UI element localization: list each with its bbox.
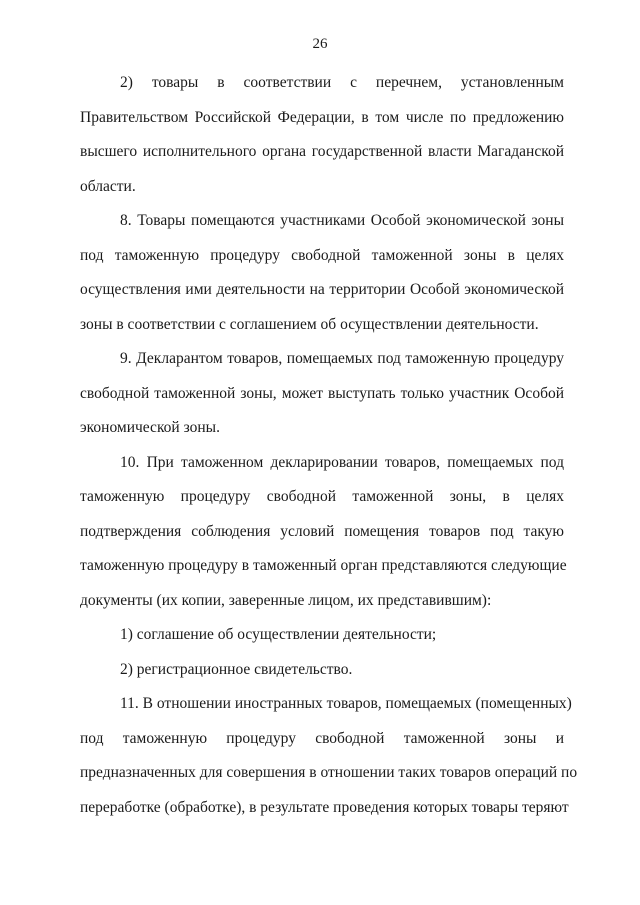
paragraph-9 [80,342,564,446]
text-line: зоны в соответствии с соглашением об осуществлении деятельности. [80,315,539,333]
document-body [80,66,578,825]
text-line: подтверждения соблюдения условий помещения товаров под такую [80,522,564,540]
paragraph-8 [80,204,564,342]
text-line: таможенную процедуру свободной таможенной зоны, в целях [80,488,564,505]
text-line: предназначенных для совершения в отношении таких товаров операций по [80,764,578,781]
text-line: Правительством Российской Федерации, в том числе по предложению [80,108,564,126]
paragraph-10-subitem-2 [80,653,564,688]
paragraph-10-subitem-1 [80,618,564,653]
text-line: переработке (обработке), в результате проведения которых товары теряют [80,798,569,816]
text-line: под таможенную процедуру свободной таможенной зоны и [80,729,564,747]
text-line: 2) товары в соответствии с перечнем, установленным [120,74,564,91]
text-line: 10. При таможенном декларировании товаров, помещаемых под [120,453,564,471]
text-line: под таможенную процедуру свободной таможенной зоны в целях [80,246,564,264]
text-line: 11. В отношении иностранных товаров, помещаемых (помещенных) [120,695,572,712]
text-line: 1) соглашение об осуществлении деятельности; [120,626,437,643]
text-line: осуществления ими деятельности на территории Особой экономической [80,281,564,298]
text-line: документы (их копии, заверенные лицом, их представившим): [80,591,492,609]
paragraph-10 [80,446,567,619]
paragraph-item-2-goods [80,66,564,204]
page-number: 26 [312,36,328,52]
text-line: 8. Товары помещаются участниками Особой экономической зоны [120,212,564,229]
text-line: таможенную процедуру в таможенный орган представляются следующие [80,557,567,574]
paragraph-11 [80,687,578,825]
text-line: 9. Декларантом товаров, помещаемых под таможенную процедуру [120,350,564,367]
text-line: области. [80,177,136,195]
text-line: 2) регистрационное свидетельство. [120,660,353,678]
text-line: высшего исполнительного органа государственной власти Магаданской [80,143,564,160]
text-line: экономической зоны. [80,419,220,436]
text-line: свободной таможенной зоны, может выступать только участник Особой [80,384,564,402]
